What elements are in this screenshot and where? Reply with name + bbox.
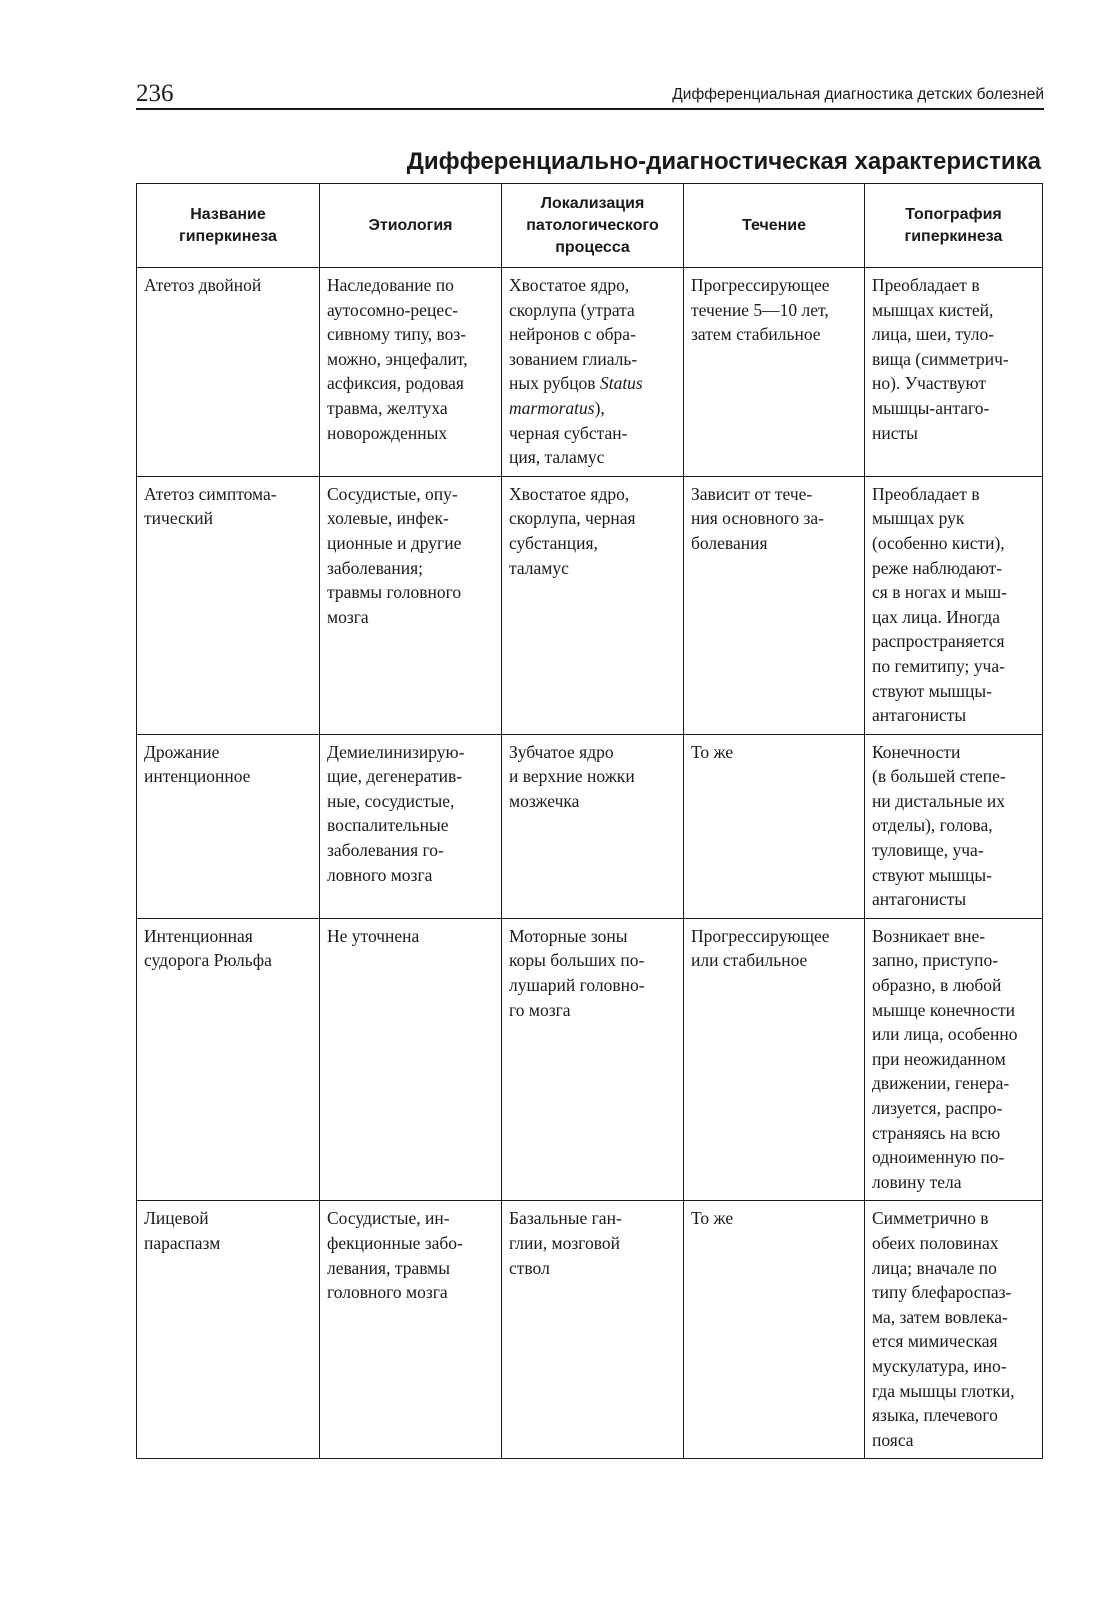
cell-topography: Симметрично в обеих половинах лица; вначале по типу блефароспаз- ма, затем вовлека- ется мимическая мускулатура, ино- гда мышцы глотки, языка, плечевого пояса: [865, 1201, 1043, 1459]
cell-etiology: Сосудистые, ин- фекционные забо- левания, травмы головного мозга: [320, 1201, 502, 1459]
header-name: Название гиперкинеза: [137, 184, 320, 268]
table-title: Дифференциально-диагностическая характеристика: [406, 148, 1041, 175]
localization-text-end: ), черная субстан- ция, таламус: [509, 397, 628, 468]
cell-etiology: Демиелинизирую- щие, дегенератив- ные, сосудистые, воспалительные заболевания го- ловного мозга: [320, 734, 502, 918]
cell-course: Прогрессирующее течение 5—10 лет, затем стабильное: [684, 268, 865, 477]
cell-name: Интенционная судорога Рюльфа: [137, 918, 320, 1201]
cell-localization: Хвостатое ядро, скорлупа, черная субстанция, таламус: [502, 476, 684, 734]
cell-topography: Преобладает в мышцах кистей, лица, шеи, туло- вища (симметрич- но). Участвуют мышцы-антаго- нисты: [865, 268, 1043, 477]
localization-latin-term: Status marmoratus: [509, 373, 643, 418]
cell-name: Лицевой параспазм: [137, 1201, 320, 1459]
header-etiology: Этиология: [320, 184, 502, 268]
cell-topography: Возникает вне- запно, приступо- образно, в любой мышце конечности или лица, особенно при неожиданном движении, генера- лизуется, распро- страняясь на всю одноименную по- ловину тела: [865, 918, 1043, 1201]
cell-localization: Моторные зоны коры больших по- лушарий головно- го мозга: [502, 918, 684, 1201]
table-row: [137, 268, 1043, 477]
cell-name: Дрожание интенционное: [137, 734, 320, 918]
cell-localization: Базальные ган- глии, мозговой ствол: [502, 1201, 684, 1459]
table-header-row: [137, 184, 1043, 268]
cell-name: Атетоз симптома- тический: [137, 476, 320, 734]
cell-course: Прогрессирующее или стабильное: [684, 918, 865, 1201]
cell-etiology: Наследование по аутосомно-рецес- сивному типу, воз- можно, энцефалит, асфиксия, родовая травма, желтуха новорожденных: [320, 268, 502, 477]
hyperkinesis-table: [136, 183, 1043, 1459]
header-topography: Топография гиперкинеза: [865, 184, 1043, 268]
page-number: 236: [136, 80, 174, 107]
table-row: [137, 918, 1043, 1201]
cell-localization: Зубчатое ядро и верхние ножки мозжечка: [502, 734, 684, 918]
cell-name: Атетоз двойной: [137, 268, 320, 477]
cell-localization: [502, 268, 684, 477]
cell-topography: Преобладает в мышцах рук (особенно кисти), реже наблюдают- ся в ногах и мыш- цах лица. Иногда распространяется по гемитипу; уча- ствуют мышцы- антагонисты: [865, 476, 1043, 734]
page-header: [136, 74, 1044, 110]
table-row: [137, 476, 1043, 734]
cell-course: Зависит от тече- ния основного за- болевания: [684, 476, 865, 734]
table-row: [137, 1201, 1043, 1459]
table-row: [137, 734, 1043, 918]
header-localization: Локализация патологического процесса: [502, 184, 684, 268]
localization-text: Хвостатое ядро, скорлупа (утрата нейронов с обра- зованием глиаль- ных рубцов: [509, 275, 638, 394]
cell-etiology: Сосудистые, опу- холевые, инфек- ционные и другие заболевания; травмы головного мозга: [320, 476, 502, 734]
cell-topography: Конечности (в большей степе- ни дистальные их отделы), голова, туловище, уча- ствуют мышцы- антагонисты: [865, 734, 1043, 918]
header-course: Течение: [684, 184, 865, 268]
cell-course: То же: [684, 734, 865, 918]
cell-course: То же: [684, 1201, 865, 1459]
cell-etiology: Не уточнена: [320, 918, 502, 1201]
running-title: Дифференциальная диагностика детских болезней: [672, 85, 1044, 103]
